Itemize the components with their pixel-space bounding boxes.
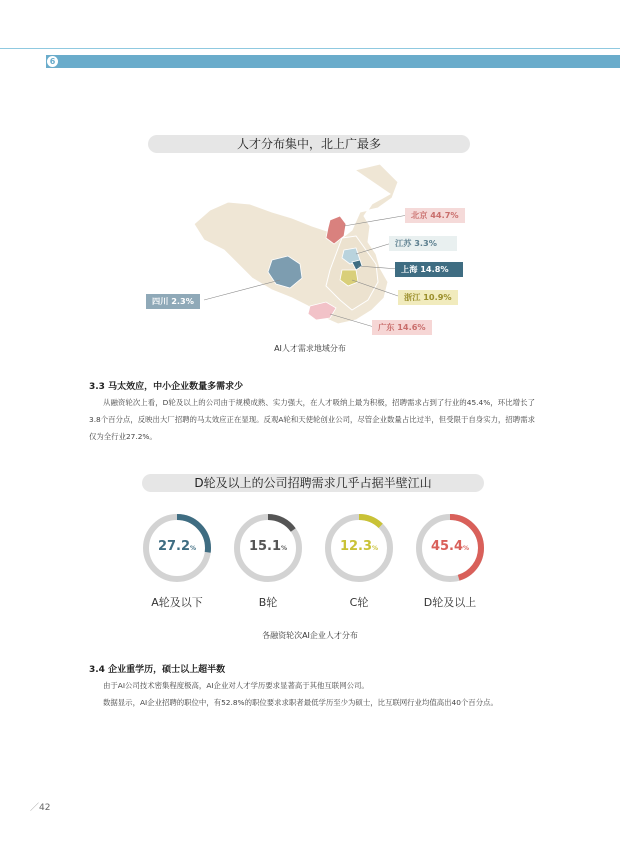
map-caption: AI人才需求地域分布 <box>274 344 346 353</box>
label-zhejiang: 浙江 10.9% <box>398 290 458 305</box>
donut-value-1 <box>232 539 304 554</box>
donut-label-2: C轮 <box>349 596 369 609</box>
section-3-3-paragraph: 从融资轮次上看，D轮及以上的公司由于规模成熟、实力强大，在人才吸纳上最为积极，招聘需求占到了行业的45.4%，环比增长了3.8个百分点，反映出大厂招聘的马太效应正在显现。反观A轮和天使轮创业公司，尽管企业数量占比过半，但受限于自身实力，招聘需求仅为全行业27.2%。 <box>89 398 535 441</box>
section-3-3-title: 3.3 马太效应，中小企业数量多需求少 <box>89 382 244 392</box>
donut-label-0: A轮及以下 <box>151 596 203 609</box>
donut-heading: D轮及以上的公司招聘需求几乎占据半壁江山 <box>142 474 484 492</box>
donut-value-unit-2: % <box>372 545 379 552</box>
page-number-slash: ／ <box>30 803 40 813</box>
header-band <box>46 55 620 68</box>
donut-value-number-3: 45.4 <box>430 539 464 554</box>
donut-2 <box>323 512 395 584</box>
donut-label-1: B轮 <box>258 596 278 609</box>
label-sichuan: 四川 2.3% <box>146 294 200 309</box>
donut-value-unit-1: % <box>281 545 288 552</box>
donut-caption: 各融资轮次AI企业人才分布 <box>262 631 358 640</box>
section-3-4-paragraph-1: 由于AI公司技术密集程度极高，AI企业对人才学历要求显著高于其他互联网公司。 <box>103 681 369 690</box>
donut-value-number-2: 12.3 <box>339 539 373 554</box>
section-3-4-title: 3.4 企业重学历，硕士以上超半数 <box>89 665 226 675</box>
chapter-badge: 6 <box>47 56 58 67</box>
donut-0 <box>141 512 213 584</box>
donut-label-3: D轮及以上 <box>423 596 477 609</box>
donut-value-0 <box>141 539 213 554</box>
label-beijing: 北京 44.7% <box>405 208 465 223</box>
page-number <box>30 800 50 813</box>
label-guangdong: 广东 14.6% <box>372 320 432 335</box>
donut-value-3 <box>414 539 486 554</box>
map-heading: 人才分布集中，北上广最多 <box>148 135 470 153</box>
donut-value-unit-0: % <box>190 545 197 552</box>
label-shanghai: 上海 14.8% <box>395 262 463 277</box>
section-3-4-paragraph-2: 数据显示，AI企业招聘的职位中，有52.8%的职位要求求职者最低学历至少为硕士，比互联网行业均值高出40个百分点。 <box>103 698 498 707</box>
header-rule <box>0 48 620 49</box>
donut-value-number-1: 15.1 <box>248 539 282 554</box>
donut-chart-row <box>0 512 620 612</box>
donut-value-unit-3: % <box>463 545 470 552</box>
donut-1 <box>232 512 304 584</box>
map-leader-lines <box>180 160 510 340</box>
donut-value-number-0: 27.2 <box>157 539 191 554</box>
page-number-value: 42 <box>39 803 51 813</box>
donut-3 <box>414 512 486 584</box>
label-jiangsu: 江苏 3.3% <box>389 236 457 251</box>
donut-value-2 <box>323 539 395 554</box>
